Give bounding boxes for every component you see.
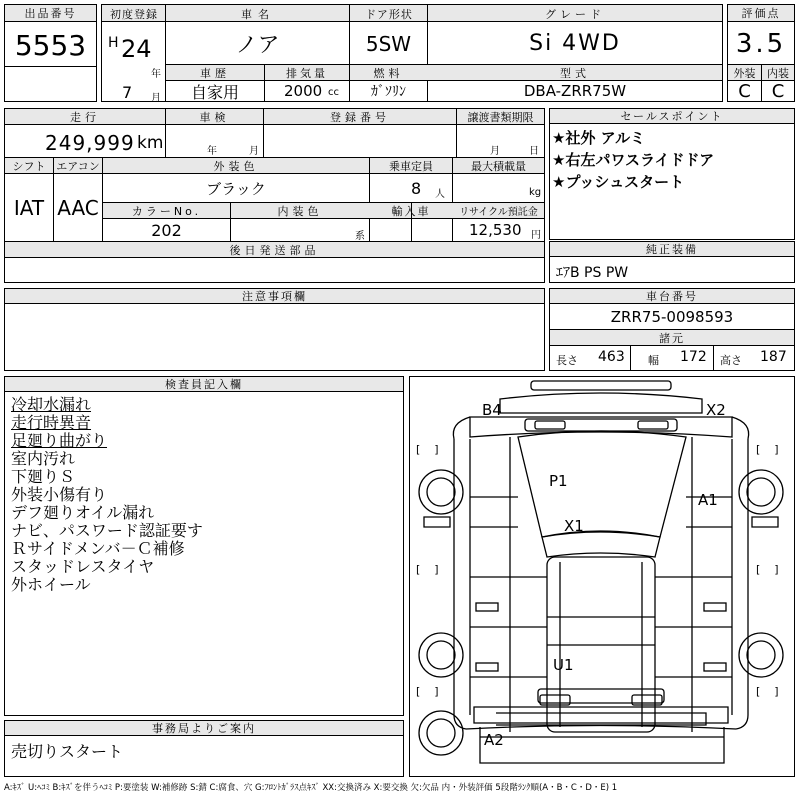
note-line: 冷却水漏れ: [11, 395, 92, 414]
grade-header: グレード: [545, 7, 605, 21]
note-line: Ｒサイドメンバ－Ｃ補修: [11, 539, 185, 558]
damage-mark-x2: X2: [706, 401, 726, 419]
reg-month: 7: [122, 83, 133, 102]
interior-header: 内装: [767, 66, 789, 80]
chassis-number: ZRR75-0098593: [610, 308, 734, 326]
inspection-header: 車検: [199, 110, 230, 124]
air-conditioner: AAC: [57, 195, 99, 220]
caution-header: 注意事項欄: [5, 289, 544, 304]
recycle-fee: 12,530: [469, 221, 522, 239]
interior-grade: C: [771, 80, 785, 102]
parts-header: 後日発送部品: [229, 243, 320, 257]
equipment-header: 純正装備: [550, 242, 794, 257]
exterior-grade: C: [738, 80, 751, 102]
note-line: 室内汚れ: [11, 449, 76, 468]
legend: A:ｷｽﾞ U:ﾍｺﾐ B:ｷｽﾞを伴うﾍｺﾐ P:要塗装 W:補修跡 S:錆 C:腐食、穴 G:ﾌﾛﾝﾄｶﾞﾗｽ点ｷｽﾞ XX:交換済み X:要交換 欠:欠品 内・外装評価 5段階ﾗﾝｸ順(A・B・C・D・E) 1: [4, 783, 618, 793]
capacity-header: 乗車定員: [389, 159, 433, 173]
history-header: 車歴: [200, 66, 230, 80]
load-header: 最大積載量: [471, 159, 526, 173]
note-line: ナビ、パスワード認証要す: [11, 521, 203, 540]
car-diagram: [409, 376, 795, 777]
note-line: 足廻り曲がり: [11, 431, 108, 450]
note-line: スタッドレスタイヤ: [11, 557, 155, 576]
shift-header: シフト: [12, 159, 46, 173]
damage-mark-b4: B4: [482, 401, 502, 419]
car-name-header: 車名: [241, 7, 275, 21]
recycle-header: リサイクル預託金: [459, 207, 538, 218]
mileage-unit: km: [137, 133, 164, 153]
color-header: 外装色: [213, 159, 259, 173]
exterior-header: 外装: [733, 66, 756, 80]
height-label: 高さ: [720, 354, 742, 367]
load-unit: kg: [529, 187, 542, 198]
model-header: 型式: [560, 66, 590, 80]
equipment-box: [549, 241, 795, 283]
sales-header: セールスポイント: [550, 109, 794, 124]
model-code: DBA-ZRR75W: [523, 82, 627, 100]
car-name: ノア: [235, 33, 280, 58]
reg-year-unit: 年: [151, 69, 161, 80]
width-label: 幅: [648, 354, 659, 367]
grade: Si 4WD: [529, 31, 621, 56]
capacity-unit: 人: [435, 189, 445, 200]
office-header: 事務局よりご案内: [5, 721, 403, 736]
note-line: デフ廻りオイル漏れ: [11, 503, 155, 522]
transfer-month-unit: 月: [490, 146, 500, 157]
office-text: 売切りスタート: [11, 742, 124, 761]
ac-header: エアコン: [56, 159, 100, 173]
bracket-left: [ ]: [416, 443, 439, 456]
damage-mark-a2: A2: [484, 731, 504, 749]
fuel: ｶﾞｿﾘﾝ: [371, 84, 406, 100]
lot-number: 5553: [14, 29, 87, 62]
reg-year: 24: [121, 35, 152, 63]
recycle-unit: 円: [531, 230, 541, 241]
height: 187: [760, 349, 787, 365]
transfer-day-unit: 日: [529, 146, 539, 157]
vehicle-box: [101, 4, 723, 102]
note-line: 外ホイール: [11, 575, 91, 594]
chassis-header: 車台番号: [550, 289, 794, 304]
note-line: 外装小傷有り: [11, 485, 108, 504]
sales-box: [549, 108, 795, 240]
car-outline: [410, 377, 794, 776]
office-box: [4, 720, 404, 777]
door-type: 5SW: [365, 31, 412, 56]
chassis-box: [549, 288, 795, 371]
color-no-header: カラーNo.: [131, 204, 202, 218]
equipment-value: ｴｱB PS PW: [556, 265, 629, 281]
damage-mark-x1: X1: [564, 517, 584, 535]
displacement: 2000: [284, 82, 323, 100]
bracket-right-3: [ ]: [756, 685, 779, 698]
sales-points: [552, 127, 714, 193]
first-reg-header: 初度登録: [110, 7, 158, 21]
sales-point: ★社外 アルミ: [552, 129, 646, 147]
width: 172: [680, 349, 707, 365]
interior-color-header: 内装色: [277, 204, 323, 218]
lot-box: [4, 4, 97, 102]
mileage-header: 走行: [70, 110, 100, 124]
door-header: ドア形状: [365, 7, 413, 21]
length: 463: [598, 349, 625, 365]
fuel-header: 燃料: [373, 66, 404, 80]
note-line: 走行時異音: [11, 413, 92, 432]
reg-month-unit: 月: [151, 93, 161, 104]
note-line: 下廻りＳ: [11, 467, 76, 486]
score-box: [727, 4, 795, 102]
shift: IAT: [13, 195, 45, 220]
transfer-doc-header: 譲渡書類期限: [467, 110, 534, 124]
score: 3.5: [735, 28, 787, 59]
inspector-notes: [11, 396, 203, 594]
score-header: 評価点: [728, 5, 794, 22]
info-box: [4, 108, 545, 283]
era: H: [108, 35, 119, 51]
color-number: 202: [151, 220, 182, 240]
sales-point: ★プッシュスタート: [552, 173, 685, 191]
interior-color-unit: 系: [355, 231, 365, 242]
sales-point: ★右左パワスライドドア: [552, 151, 715, 169]
body-color: ブラック: [206, 179, 266, 198]
bracket-right-2: [ ]: [756, 563, 779, 576]
import-header: 輸入車: [391, 204, 431, 218]
length-label: 長さ: [556, 354, 578, 367]
reg-number-header: 登録番号: [330, 110, 390, 124]
bracket-left-3: [ ]: [416, 685, 439, 698]
bracket-left-2: [ ]: [416, 563, 439, 576]
displacement-unit: cc: [328, 87, 339, 98]
inspection-year-unit: 年: [207, 146, 217, 157]
inspector-header: 検査員記入欄: [5, 377, 403, 392]
bracket-right: [ ]: [756, 443, 779, 456]
displacement-header: 排気量: [286, 66, 328, 80]
capacity: 8: [411, 179, 422, 198]
dimensions-header: 諸元: [659, 331, 685, 345]
damage-mark-p1: P1: [549, 472, 568, 490]
lot-header: 出品番号: [5, 5, 96, 22]
damage-mark-a1: A1: [698, 491, 718, 509]
inspector-box: [4, 376, 404, 716]
caution-box: [4, 288, 545, 371]
history: 自家用: [190, 82, 239, 102]
damage-mark-u1: U1: [553, 656, 574, 674]
mileage: 249,999: [45, 131, 135, 155]
inspection-month-unit: 月: [249, 146, 259, 157]
